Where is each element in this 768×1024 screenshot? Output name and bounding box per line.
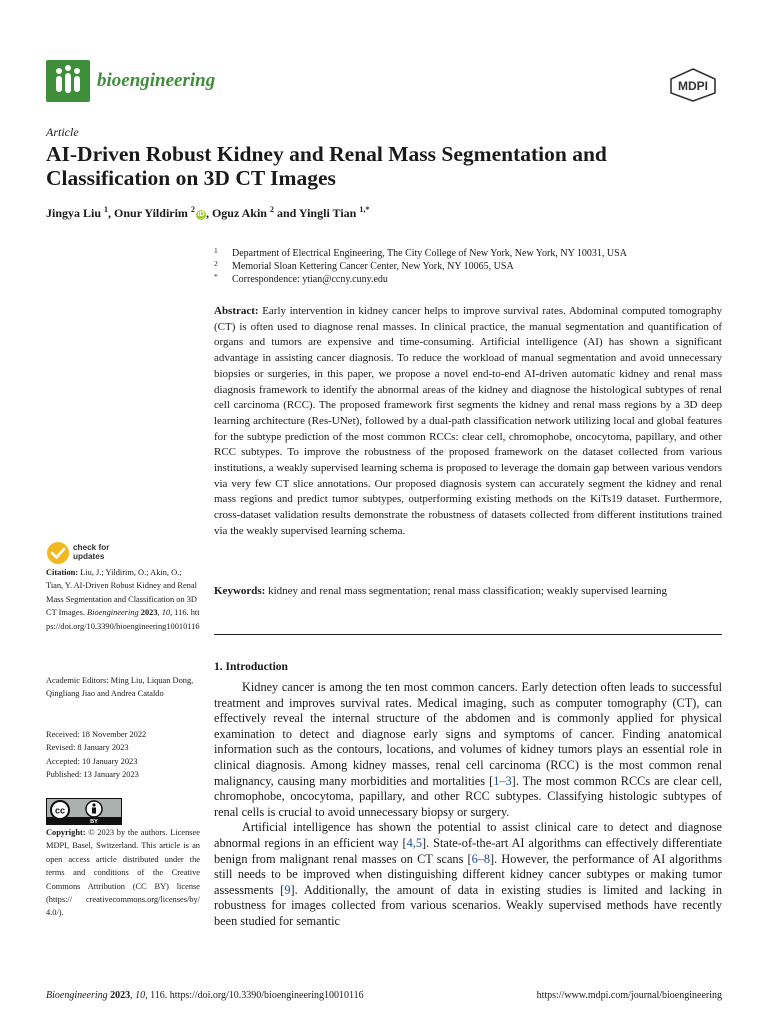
citation-year: 2023 (140, 608, 158, 618)
footer-journal-url[interactable]: https://www.mdpi.com/journal/bioengineering (536, 990, 722, 1001)
cc-by-svg (47, 799, 121, 824)
section-divider (214, 634, 722, 635)
affiliation-text: Department of Electrical Engineering, The City College of New York, New York, NY 10031, USA (232, 248, 627, 259)
author-name: Yingli Tian (298, 206, 357, 220)
citation-doi[interactable]: https://doi.org/10.3390/bioengineering10010116 (46, 608, 200, 631)
author-name: Oguz Akin (211, 206, 267, 220)
affiliation-text: Memorial Sloan Kettering Cancer Center, New York, NY 10065, USA (232, 261, 514, 272)
author-affiliation-mark: 2 (269, 205, 274, 214)
copyright-label: Copyright: (46, 828, 86, 837)
author-list: Jingya Liu $^1$, Onur Yildirim $^2$iD , Oguz Akin $^2$ and Yingli Tian $^{1,*}$ (46, 205, 370, 220)
author-name: Jingya Liu (46, 206, 102, 220)
check-for-updates-label[interactable] (73, 543, 109, 561)
abstract-text: Early intervention in kidney cancer helps to improve survival rates. Abdominal computed tomography (CT) is often used to diagnose renal masses. In clinical practice, the manual segmentation and quantification of organs and tumors are expensive and time-consuming. Artificial intelligence (AI) has shown a significant advantage in assisting cancer diagnosis. To reduce the workload of manual segmentation and avoid unnecessary biopsies or surgeries, in this paper, we propose a novel end-to-end AI-driven automatic kidney and renal mass diagnosis framework to identify the abnormal areas of the kidney and diagnose the histological subtypes of renal cell carcinoma (RCC). The proposed framework first segments the kidney and renal mass regions by a 3D deep learning architecture (Res-UNet), followed by a dual-path classification network utilizing local and global features for the subtype prediction of the most common RCCs: clear cell, chromophobe, oncocytoma, papillary, and other RCC subtypes. To improve the robustness of the proposed framework on the dataset collected from various institutions, a weakly supervised learning schema is proposed to leverage the domain gap between various vendors via very few CT slice annotations. Our proposed diagnosis system can accurately segment the kidney and renal mass regions and predict tumor subtypes, outperforming existing methods on the KiTs19 dataset. Furthermore, cross-dataset validation results demonstrate the robustness of datasets collected from different institutions trained via the weakly supervised learning schema. (214, 305, 723, 537)
bioengineering-logo-svg (46, 60, 90, 102)
revised-date: Revised: 8 January 2023 (46, 743, 129, 753)
author-affiliation-mark: 1,* (359, 205, 370, 214)
paragraph-1 (214, 680, 722, 820)
citation-link[interactable]: 9 (284, 882, 291, 897)
citation-link[interactable]: 1–3 (493, 773, 512, 788)
orcid-icon[interactable]: iD (197, 211, 205, 218)
paragraph-text: ]. State-of-the-art AI algorithms can effectively differentiate benign from malignant renal masses on CT scans [ (214, 835, 722, 866)
copyright-block (46, 826, 200, 920)
citation-journal: Bioengineering (87, 608, 139, 618)
published-date: Published: 13 January 2023 (46, 770, 139, 780)
section-heading-introduction: 1. Introduction (214, 661, 288, 673)
check-updates-line-2: updates (73, 552, 105, 561)
dates-block (46, 728, 200, 782)
affiliation-mark: * (214, 272, 218, 281)
citation-label: Citation: (46, 568, 79, 577)
paragraph-text: ]. However, the performance of AI algorithms still needs to be improved when distinguishing different kidney cancer subtypes or making tumor assessments [ (214, 851, 722, 897)
mdpi-logo-text: MDPI (678, 79, 708, 93)
paragraph-text: ]. Additionally, the amount of data in existing studies is limited and lacking in robustness for images collected from various scenarios. Weakly supervised methods have recently been studied for semantic (214, 882, 722, 928)
affiliation-mark: 1 (214, 246, 218, 255)
accepted-date: Accepted: 10 January 2023 (46, 756, 138, 766)
introduction-body (214, 680, 722, 930)
citation-link[interactable]: 4,5 (406, 835, 423, 850)
keywords (214, 584, 722, 600)
footer-volume: 10 (135, 990, 146, 1001)
citation-block: Citation: Liu, J.; Yildirim, O.; Akin, O.; Tian, Y. AI-Driven Robust Kidney and Renal Mass Segmentation and Classification on 3D CT Images. Bioengineering 2023, 10, 116. https://doi.org/10.3390/bioengineering10010116 (46, 568, 200, 631)
abstract-label: Abstract: (214, 305, 259, 317)
citation-pages: , 116. (170, 608, 189, 618)
title-line-1: AI-Driven Robust Kidney and Renal Mass Segmentation and (46, 142, 607, 166)
affiliation-mark: 2 (214, 259, 218, 268)
check-badge-svg (46, 541, 70, 565)
keywords-text: kidney and renal mass segmentation; renal mass classification; weakly supervised learning (268, 585, 668, 597)
article-type: Article (46, 125, 79, 139)
citation-link[interactable]: 6–8 (471, 851, 491, 866)
academic-editors: Academic Editors: Ming Liu, Liquan Dong, Qingliang Jiao and Andrea Cataldo (46, 676, 194, 699)
copyright-text: © 2023 by the authors. Licensee MDPI, Basel, Switzerland. This article is an open access article distributed under the terms and conditions of the Creative Commons Attribution (CC BY) license (https:// creativecommons.org/licenses/by/ 4.0/). (46, 828, 200, 918)
check-for-updates-icon[interactable] (46, 541, 70, 565)
paragraph-2 (214, 820, 722, 929)
cc-by-license-icon[interactable] (46, 798, 122, 825)
bioengineering-logo-icon (46, 60, 90, 102)
page-title (46, 142, 736, 190)
author-name: Onur Yildirim (114, 206, 188, 220)
keywords-label: Keywords: (214, 585, 266, 597)
received-date: Received: 18 November 2022 (46, 730, 147, 739)
footer-year: 2023 (110, 990, 131, 1001)
title-line-2: Classification on 3D CT Images (46, 166, 336, 190)
svg-text:cc: cc (54, 805, 66, 816)
mdpi-logo-svg (667, 67, 719, 103)
author-affiliation-mark: 2 (190, 205, 195, 214)
correspondence-email[interactable]: Correspondence: ytian@ccny.cuny.edu (232, 274, 388, 285)
paragraph-text: ]. The most common RCCs are clear cell, chromophobe, oncocytoma, papillary, and other RCC subtypes. Classifying histologic subtypes of renal cells is crucial to avoid unnecessary biopsy or surgery. (214, 773, 722, 819)
author-affiliation-mark: 1 (104, 205, 109, 214)
citation-volume: 10 (161, 608, 171, 618)
paragraph-text: Artificial intelligence has shown the potential to assist clinical care to detect and diagnose abnormal regions in an efficient way [ (214, 820, 722, 850)
check-updates-line-1: check for (73, 543, 110, 552)
mdpi-logo-icon (667, 67, 719, 103)
paragraph-text: Kidney cancer is among the ten most common cancers. Early detection often leads to successful treatment and improves survival rates. Medical imaging, such as computer tomography (CT), can effectively reveal the internal structure of the abdomen and is commonly applied for physical examination to detect and diagnose early signs and symptoms of cancer. Finding anatomical information such as the contours, locations, and volumes of kidney tumors plays an essential role in clinical diagnosis. Among kidney masses, renal cell carcinoma (RCC) is the most common renal malignancy, causing many morbidities and mortalities [ (214, 680, 722, 788)
footer-journal: Bioengineering (46, 990, 108, 1001)
footer-doi[interactable]: , 116. https://doi.org/10.3390/bioengineering10010116 (145, 990, 364, 1001)
journal-name: bioengineering (97, 70, 216, 91)
abstract (214, 304, 722, 540)
cc-badge-text: BY (90, 819, 98, 824)
citation-text: Liu, J.; Yildirim, O.; Akin, O.; Tian, Y. AI-Driven Robust Kidney and Renal Mass Segmentation and Classification on 3D CT Images. (46, 568, 197, 618)
footer-citation: Bioengineering 2023, 10, 116. https://doi.org/10.3390/bioengineering10010116 (46, 990, 364, 1001)
